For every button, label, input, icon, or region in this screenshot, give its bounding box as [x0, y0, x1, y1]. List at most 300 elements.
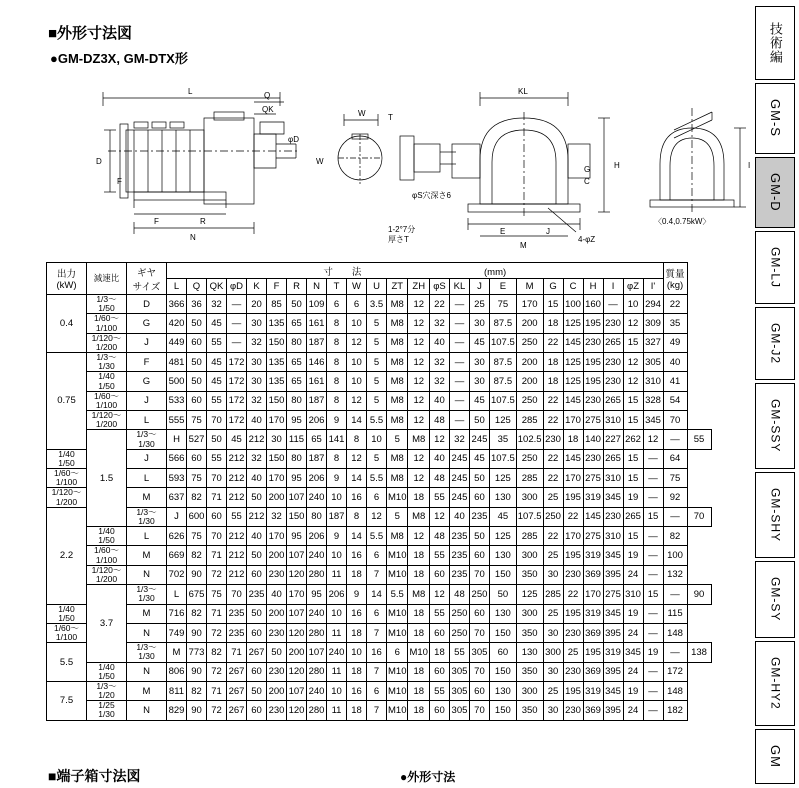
cell-dim-M: 300: [516, 604, 543, 623]
cell-dim-φS: 55: [429, 681, 449, 700]
cell-dim-ZT: M8: [408, 507, 429, 526]
cell-reduction-ratio: 1/60～ 1/100: [47, 469, 87, 488]
cell-weight: 40: [663, 353, 687, 372]
cell-dim-F: 170: [267, 469, 287, 488]
dim-label-F2: F: [117, 177, 122, 186]
dim-label-L: L: [188, 87, 193, 96]
cell-dim-ZH: 12: [408, 449, 429, 468]
cell-dim-ZH: 12: [429, 430, 449, 449]
cell-reduction-ratio: 1/60～ 1/100: [87, 314, 127, 333]
cell-gear-size: M: [127, 681, 167, 700]
cell-dim-Q: 82: [187, 488, 207, 507]
cell-dim-φZ: 12: [643, 430, 663, 449]
cell-dim-φZ: 12: [623, 314, 643, 333]
table-row: [47, 449, 712, 468]
side-tab-gmj2[interactable]: GM-J2: [755, 307, 795, 380]
cell-dim-E: 87.5: [489, 314, 516, 333]
cell-dim-KL: 305: [449, 681, 469, 700]
cell-dim-G: 25: [543, 604, 563, 623]
cell-weight: 100: [663, 546, 687, 565]
cell-dim-ZT: M10: [387, 565, 408, 584]
cell-dim-U: 5: [367, 314, 387, 333]
cell-dim-ZH: 12: [408, 527, 429, 546]
cell-dim-R: 80: [287, 333, 307, 352]
cell-dim-I: 265: [603, 333, 623, 352]
cell-dim-Q: 90: [187, 701, 207, 720]
cell-dim-H: 319: [583, 546, 603, 565]
cell-dim-W: 12: [367, 507, 387, 526]
cell-dim-W: 16: [347, 681, 367, 700]
cell-dim-I: 395: [603, 701, 623, 720]
cell-dim-J: 45: [469, 333, 489, 352]
cell-dim-QK: 45: [207, 353, 227, 372]
cell-dim-W: 10: [347, 314, 367, 333]
cell-dim-Q: 50: [207, 430, 227, 449]
cell-dim-I': —: [643, 604, 663, 623]
cell-gear-size: M: [127, 604, 167, 623]
table-header-row-1: [47, 263, 712, 279]
dim-label-4phiZ: 4-φZ: [578, 235, 596, 244]
cell-dim-J: 25: [469, 295, 489, 314]
cell-dim-U: 5.5: [367, 411, 387, 430]
cell-dim-K: 60: [247, 701, 267, 720]
cell-weight: 182: [663, 701, 687, 720]
cell-dim-N: 240: [307, 604, 327, 623]
cell-dim-T: 10: [327, 546, 347, 565]
dim-label-W2: W: [316, 157, 324, 166]
dim-label-N: N: [190, 233, 196, 242]
cell-dim-ZH: 12: [408, 372, 429, 391]
cell-dim-ZH: 18: [408, 488, 429, 507]
th-dimension-group: 寸 法 (mm): [167, 263, 664, 279]
cell-dim-N: 280: [307, 565, 327, 584]
table-row: [47, 314, 712, 333]
cell-dim-Q: 75: [187, 411, 207, 430]
th-dim-I': I': [643, 279, 663, 295]
cell-dim-J: 50: [489, 585, 516, 604]
cell-dim-QK: 55: [207, 333, 227, 352]
cell-dim-G: 18: [543, 353, 563, 372]
cell-dim-C: 230: [563, 565, 583, 584]
cell-dim-I': —: [643, 701, 663, 720]
side-tab-gmlj[interactable]: GM-LJ: [755, 231, 795, 304]
cell-dim-L: 366: [167, 295, 187, 314]
cell-dim-φZ: 24: [623, 623, 643, 642]
th-dim-H: H: [583, 279, 603, 295]
cell-dim-φS: 32: [429, 372, 449, 391]
dim-label-C: C: [584, 177, 590, 186]
cell-dim-M: 285: [543, 585, 563, 604]
cell-dim-QK: 45: [227, 430, 247, 449]
cell-dim-R: 65: [287, 353, 307, 372]
cell-dim-G: 25: [563, 643, 583, 662]
cell-dim-H: 230: [583, 449, 603, 468]
cell-dim-U: 3.5: [367, 295, 387, 314]
dim-label-D: D: [96, 157, 102, 166]
cell-reduction-ratio: 1/60～ 1/100: [87, 391, 127, 410]
cell-dim-I': —: [643, 681, 663, 700]
table-row: [47, 546, 712, 565]
cell-dim-φS: 55: [429, 488, 449, 507]
cell-dim-φD: 267: [227, 701, 247, 720]
cell-dim-K: 40: [267, 585, 287, 604]
cell-dim-T: 8: [327, 372, 347, 391]
cell-dim-K: 50: [267, 643, 287, 662]
cell-dim-φZ: 15: [623, 469, 643, 488]
cell-dim-I: 265: [603, 449, 623, 468]
cell-dim-J: 45: [469, 449, 489, 468]
th-dim-φZ: φZ: [623, 279, 643, 295]
cell-gear-size: N: [127, 701, 167, 720]
th-dim-N: N: [307, 279, 327, 295]
cell-dim-C: 195: [563, 604, 583, 623]
cell-dim-W: 18: [347, 701, 367, 720]
cell-dim-H: 160: [583, 295, 603, 314]
th-dim-K: K: [247, 279, 267, 295]
cell-dim-F: 200: [267, 681, 287, 700]
cell-dim-C: 145: [563, 449, 583, 468]
cell-dim-E: 130: [489, 604, 516, 623]
cell-dim-U: 6: [367, 604, 387, 623]
cell-dim-QK: 70: [207, 469, 227, 488]
table-row: [47, 488, 712, 507]
cell-dim-I': —: [663, 585, 687, 604]
drawing-svg: [48, 72, 751, 252]
cell-dim-M: 300: [516, 681, 543, 700]
cell-dim-J: 60: [469, 681, 489, 700]
cell-dim-φS: 55: [449, 643, 469, 662]
th-dim-U: U: [367, 279, 387, 295]
cell-dim-C: 170: [563, 411, 583, 430]
cell-dim-H: 319: [583, 604, 603, 623]
cell-dim-G: 22: [563, 585, 583, 604]
side-tab-gms[interactable]: GM-S: [755, 83, 795, 153]
cell-dim-F: 115: [287, 430, 307, 449]
cell-output-kw: 7.5: [47, 681, 87, 720]
cell-dim-Q: 90: [187, 662, 207, 681]
cell-dim-M: 250: [516, 333, 543, 352]
cell-dim-φZ: 15: [623, 411, 643, 430]
cell-reduction-ratio: 1/3～ 1/30: [127, 643, 167, 662]
cell-dim-ZH: 12: [408, 391, 429, 410]
cell-dim-C: 170: [563, 527, 583, 546]
cell-dim-E: 87.5: [489, 353, 516, 372]
table-row: [47, 507, 712, 526]
cell-dim-N: 161: [307, 372, 327, 391]
cell-dim-C: 195: [563, 488, 583, 507]
cell-dim-QK: 71: [207, 604, 227, 623]
table-row: [47, 662, 712, 681]
cell-weight: 132: [663, 565, 687, 584]
cell-dim-H: 230: [583, 333, 603, 352]
side-tab-gm[interactable]: GM: [755, 729, 795, 784]
cell-dim-W: 14: [347, 527, 367, 546]
cell-dim-I: 230: [603, 353, 623, 372]
cell-dim-ZH: 18: [408, 701, 429, 720]
cell-dim-QK: 71: [207, 488, 227, 507]
cell-dim-H: 369: [583, 623, 603, 642]
cell-dim-Q: 60: [187, 391, 207, 410]
cell-dim-T: 9: [327, 469, 347, 488]
cell-dim-ZH: 12: [429, 585, 449, 604]
side-tab-gmhy2[interactable]: GM-HY2: [755, 641, 795, 726]
cell-weight: 70: [687, 507, 711, 526]
th-dim-R: R: [287, 279, 307, 295]
cell-dim-K: 30: [267, 430, 287, 449]
cell-dim-E: 150: [489, 565, 516, 584]
cell-dim-φS: 40: [429, 449, 449, 468]
cell-dim-C: 195: [563, 546, 583, 565]
cell-dim-G: 18: [543, 314, 563, 333]
cell-dim-φZ: 12: [623, 353, 643, 372]
cell-dim-φD: 172: [227, 391, 247, 410]
cell-dim-K: 40: [247, 469, 267, 488]
cell-dim-K: 32: [247, 449, 267, 468]
cell-dim-KL: 305: [449, 662, 469, 681]
cell-dim-J: 70: [469, 701, 489, 720]
cell-dim-E: 125: [489, 411, 516, 430]
cell-dim-T: 11: [327, 662, 347, 681]
cell-dim-C: 195: [563, 681, 583, 700]
cell-dim-Q: 75: [187, 469, 207, 488]
cell-dim-I: 230: [603, 314, 623, 333]
cell-dim-φS: 55: [429, 546, 449, 565]
cell-dim-K: 40: [247, 527, 267, 546]
cell-dim-M: 285: [516, 527, 543, 546]
cell-dim-Q: 60: [187, 449, 207, 468]
side-tab-gmshy[interactable]: GM-SHY: [755, 472, 795, 558]
cell-dim-φS: 32: [429, 353, 449, 372]
cell-reduction-ratio: 1/120～ 1/200: [87, 333, 127, 352]
cell-dim-φD: 235: [227, 604, 247, 623]
cell-dim-KL: 250: [449, 604, 469, 623]
cell-gear-size: M: [167, 643, 187, 662]
cell-dim-F: 135: [267, 314, 287, 333]
cell-reduction-ratio: 1/40 1/50: [87, 662, 127, 681]
cell-dim-K: 30: [247, 353, 267, 372]
cell-dim-R: 80: [307, 507, 327, 526]
cell-dim-ZH: 18: [408, 546, 429, 565]
cell-dim-ZT: M10: [387, 604, 408, 623]
cell-dim-N: 240: [307, 488, 327, 507]
cell-dim-F: 170: [267, 411, 287, 430]
cell-dim-G: 22: [543, 469, 563, 488]
cell-dim-QK: 72: [207, 565, 227, 584]
cell-output-kw: 2.2: [47, 507, 87, 604]
dim-label-T: T: [388, 113, 393, 122]
th-gear-size: ギヤ サイズ: [127, 263, 167, 295]
cell-dim-M: 200: [516, 353, 543, 372]
th-dim-J: J: [469, 279, 489, 295]
cell-dim-F: 230: [267, 565, 287, 584]
cell-dim-T: 11: [327, 623, 347, 642]
cell-weight: 70: [663, 411, 687, 430]
cell-dim-C: 230: [563, 701, 583, 720]
cell-reduction-ratio: 1/25 1/30: [87, 701, 127, 720]
cell-dim-ZH: 12: [408, 469, 429, 488]
cell-weight: 54: [663, 391, 687, 410]
cell-weight: 92: [663, 488, 687, 507]
cell-dim-ZT: M10: [387, 701, 408, 720]
cell-dim-φZ: 19: [623, 546, 643, 565]
cell-dim-N: 109: [307, 295, 327, 314]
cell-dim-F: 150: [267, 391, 287, 410]
note-thickness: 厚さT: [388, 235, 409, 244]
cell-dim-φZ: 10: [623, 295, 643, 314]
th-dim-φD: φD: [227, 279, 247, 295]
cell-dim-N: 206: [327, 585, 347, 604]
th-dim-I: I: [603, 279, 623, 295]
cell-dim-L: 749: [167, 623, 187, 642]
cell-dim-φS: 48: [449, 585, 469, 604]
cell-dim-J: 35: [489, 430, 516, 449]
cell-dim-C: 140: [583, 430, 603, 449]
cell-dim-M: 350: [516, 662, 543, 681]
cell-dim-R: 95: [307, 585, 327, 604]
cell-dim-φZ: 19: [623, 604, 643, 623]
cell-dim-KL: 235: [469, 507, 489, 526]
cell-dim-W: 16: [347, 488, 367, 507]
dim-label-phiD: φD: [288, 135, 299, 144]
cell-dim-W: 12: [347, 333, 367, 352]
cell-dim-G: 22: [543, 391, 563, 410]
cell-dim-J: 30: [469, 372, 489, 391]
dim-label-QK: QK: [262, 105, 274, 114]
cell-dim-φZ: 15: [623, 333, 643, 352]
cell-dim-E: 130: [516, 643, 543, 662]
cell-dim-L: 527: [187, 430, 207, 449]
cell-dim-W: 12: [347, 391, 367, 410]
cell-dim-H: 230: [603, 507, 623, 526]
cell-gear-size: F: [127, 353, 167, 372]
cell-output-kw: 0.4: [47, 295, 87, 353]
cell-dim-N: 206: [307, 527, 327, 546]
cell-dim-N: 146: [307, 353, 327, 372]
cell-dim-ZH: 18: [429, 643, 449, 662]
side-tab-gmssy[interactable]: GM-SSY: [755, 383, 795, 469]
cell-dim-F: 135: [267, 353, 287, 372]
cell-dim-I: 265: [603, 391, 623, 410]
cell-dim-ZT: M10: [387, 623, 408, 642]
cell-dim-H: 195: [583, 372, 603, 391]
cell-dim-L: 449: [167, 333, 187, 352]
cell-dim-U: 6: [367, 488, 387, 507]
table-row: [47, 411, 712, 430]
cell-gear-size: N: [127, 623, 167, 642]
cell-dim-I': 310: [643, 372, 663, 391]
th-dim-ZT: ZT: [387, 279, 408, 295]
cell-dim-ZT: M8: [387, 469, 408, 488]
cell-dim-N: 280: [307, 623, 327, 642]
cell-dim-K: 50: [247, 488, 267, 507]
cell-dim-QK: 55: [207, 449, 227, 468]
cell-dim-φD: 267: [227, 662, 247, 681]
cell-dim-T: 10: [327, 681, 347, 700]
cell-weight: 148: [663, 681, 687, 700]
side-tab-gmsy[interactable]: GM-SY: [755, 561, 795, 638]
cell-dim-C: 195: [583, 643, 603, 662]
cell-dim-Q: 82: [187, 604, 207, 623]
cell-dim-F: 230: [267, 662, 287, 681]
cell-dim-φS: 60: [429, 662, 449, 681]
dim-label-KL: KL: [518, 87, 528, 96]
cell-dim-M: 350: [516, 565, 543, 584]
cell-dim-φD: 235: [247, 585, 267, 604]
cell-dim-J: 30: [469, 353, 489, 372]
cell-weight: 115: [663, 604, 687, 623]
table-row: [47, 430, 712, 449]
cell-dim-QK: 70: [207, 411, 227, 430]
cell-weight: 75: [663, 469, 687, 488]
cell-dim-E: 107.5: [489, 391, 516, 410]
cell-dim-U: 5: [387, 430, 408, 449]
cell-dim-I': —: [643, 546, 663, 565]
cell-dim-Q: 75: [207, 585, 227, 604]
cell-weight: 49: [663, 333, 687, 352]
cell-dim-I': —: [663, 430, 687, 449]
cell-dim-I': 309: [643, 314, 663, 333]
cell-dim-R: 80: [287, 449, 307, 468]
cell-dim-E: 130: [489, 546, 516, 565]
cell-dim-ZT: M8: [408, 430, 429, 449]
cell-dim-F: 200: [267, 488, 287, 507]
cell-dim-W: 10: [347, 372, 367, 391]
cell-dim-L: 829: [167, 701, 187, 720]
th-dim-QK: QK: [207, 279, 227, 295]
side-tab-[interactable]: 技術編: [755, 6, 795, 80]
cell-gear-size: M: [127, 488, 167, 507]
cell-dim-E: 125: [489, 469, 516, 488]
cell-dim-J: 60: [489, 643, 516, 662]
dim-label-F: F: [154, 217, 159, 226]
cell-dim-C: 125: [563, 353, 583, 372]
cell-dim-I: 310: [623, 585, 643, 604]
cell-reduction-ratio: 1/3～ 1/20: [87, 681, 127, 700]
cell-dim-ZT: M8: [387, 333, 408, 352]
cell-dim-F: 150: [267, 449, 287, 468]
cell-dim-J: 70: [469, 565, 489, 584]
cell-gear-size: H: [167, 430, 187, 449]
cell-gear-size: J: [127, 449, 167, 468]
cell-dim-φS: 32: [429, 314, 449, 333]
cell-dim-R: 65: [287, 314, 307, 333]
cell-dim-KL: 235: [449, 527, 469, 546]
cell-dim-G: 30: [543, 565, 563, 584]
cell-dim-M: 250: [516, 449, 543, 468]
cell-dim-φZ: 15: [623, 527, 643, 546]
cell-dim-R: 50: [287, 295, 307, 314]
cell-dim-L: 533: [167, 391, 187, 410]
cell-dim-Q: 75: [187, 527, 207, 546]
cell-dim-φD: 212: [227, 565, 247, 584]
cell-dim-N: 187: [307, 333, 327, 352]
cell-dim-W: 16: [347, 604, 367, 623]
cell-dim-Q: 90: [187, 565, 207, 584]
cell-dim-Q: 50: [187, 353, 207, 372]
cell-dim-ZH: 18: [408, 623, 429, 642]
cell-dim-L: 420: [167, 314, 187, 333]
cell-dim-φZ: 19: [623, 488, 643, 507]
cell-dim-φS: 22: [429, 295, 449, 314]
cell-dim-F: 170: [287, 585, 307, 604]
cell-dim-N: 240: [307, 681, 327, 700]
cell-dim-H: 369: [583, 662, 603, 681]
side-tab-gmd[interactable]: GM-D: [755, 157, 795, 228]
cell-weight: 138: [687, 643, 711, 662]
cell-dim-T: 8: [327, 391, 347, 410]
cell-dim-H: 369: [583, 701, 603, 720]
cell-dim-F: 200: [267, 546, 287, 565]
